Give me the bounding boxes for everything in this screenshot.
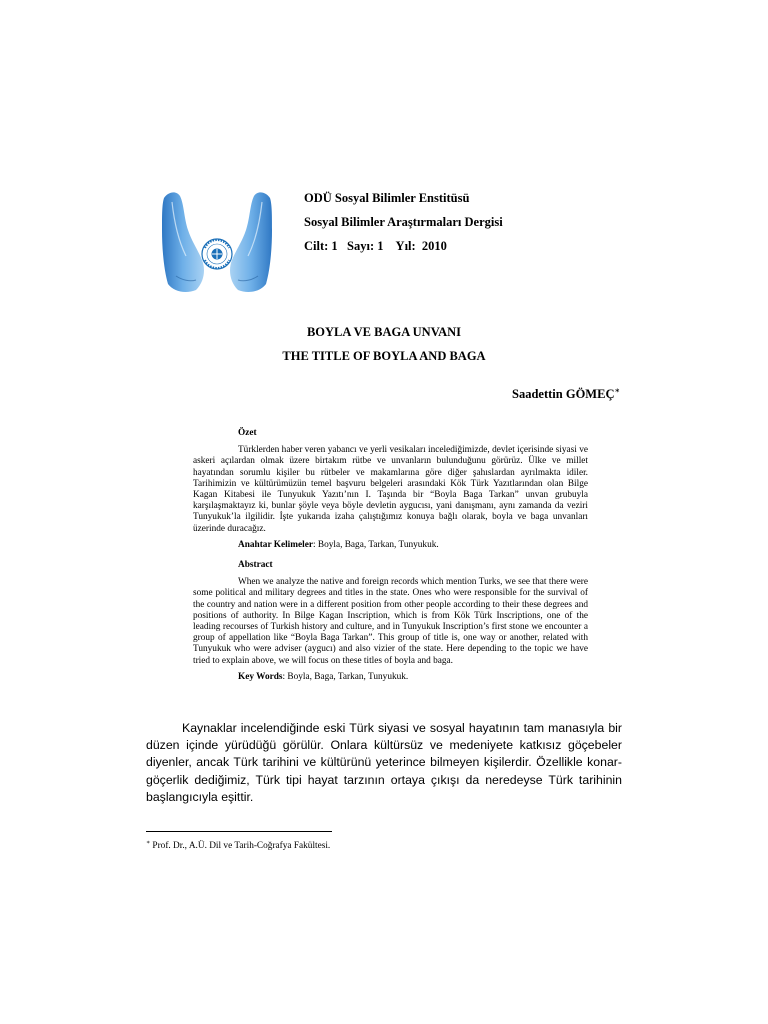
issue-info: Cilt: 1 Sayı: 1 Yıl: 2010	[304, 239, 447, 253]
article-title	[0, 320, 768, 368]
abstract-heading: Abstract	[238, 560, 273, 571]
author-footnote-mark: ∗	[614, 386, 620, 395]
footnote-divider	[146, 831, 332, 832]
ozet-keywords-label: Anahtar Kelimeler	[238, 539, 313, 550]
institute-name: ODÜ Sosyal Bilimler Enstitüsü	[304, 191, 470, 205]
footnote	[146, 839, 330, 851]
abstracts	[193, 428, 588, 692]
abstract-text: When we analyze the native and foreign records which mention Turks, we see that there were some political and military degrees and titles in the state. Ones who were responsible for the survival of the country and nation were in a different position from other people according to their these degrees and positions of authority. In Bilge Kagan Inscription, which is from Kök Türk Inscriptions, one of the leading recourses of Turkish history and culture, and in Tunyukuk Inscription’s first stone we encounter a group of appellation like “Boyla Baga Tarkan”. This group of title is, one way or another, related with Tunyukuk who were adviser (aygucı) and also vizier of the state. Here depending to the topic we have tried to explain above, we will focus on these titles of boyla and baga.	[193, 577, 588, 666]
abstract-keywords-label: Key Words	[238, 671, 283, 682]
author-name: Saadettin GÖMEÇ	[512, 387, 615, 402]
title-english: THE TITLE OF BOYLA AND BAGA	[282, 349, 486, 363]
university-logo	[162, 190, 272, 294]
right-hand-icon	[230, 192, 272, 292]
title-turkish: BOYLA VE BAGA UNVANI	[306, 325, 462, 339]
abstract-keywords	[193, 672, 588, 683]
ozet-keywords-value: : Boyla, Baga, Tarkan, Tunyukuk.	[312, 539, 439, 550]
body-paragraph: Kaynaklar incelendiğinde eski Türk siyasi ve sosyal hayatının tam manasıyla bir düzen içinde yürüdüğü görülür. Onlara kültürsüz ve medeniyete katkısız göçebeler diyenler, ancak Türk tarihini ve kültürünü yeterince bilmeyen kişilerdir. Özellikle konar-göçerlik dediğimiz, Türk tipi hayat tarzının ortaya çıkışı da neredeyse Türk tarihinin başlangıcıyla eşittir.	[146, 721, 622, 804]
journal-header	[304, 186, 503, 258]
left-hand-icon	[162, 192, 204, 292]
university-emblem-icon	[202, 239, 232, 269]
journal-name: Sosyal Bilimler Araştırmaları Dergisi	[304, 215, 503, 229]
author	[512, 385, 620, 402]
footnote-text: Prof. Dr., A.Ü. Dil ve Tarih-Coğrafya Fakültesi.	[150, 841, 331, 852]
abstract-keywords-value: : Boyla, Baga, Tarkan, Tunyukuk.	[282, 671, 409, 682]
ozet-text: Türklerden haber veren yabancı ve yerli vesikaları incelediğimizde, devlet içerisinde siyasi ve askeri açılardan olmak üzere birtakım rütbe ve unvanların bulunduğunu görürüz. Ülke ve millet hayatından sorumlu kişiler bu rütbeler ve makamlarına göre diğer şahıslardan ayrılmakta idiler. Tarihimizin ve kültürümüzün temel başvuru belgeleri arasındaki Kök Türk Yazıtlarından olan Bilge Kagan Kitabesi ile Tunyukuk Yazıtı’nın I. Taşında bir “Boyla Baga Tarkan” unvan grubuyla karşılaşmaktayız ki, bunlar şöyle veya böyle devletin aygucısı, yani danışmanı, aynı zamanda da veziri Tunyukuk’la ilgilidir. İşte yukarıda izaha çalıştığımız konuya bağlı olarak, boyla ve baga unvanları üzerinde duracağız.	[193, 445, 588, 534]
ozet-keywords	[193, 540, 588, 551]
footnote-mark: ∗	[146, 840, 151, 846]
ozet-heading: Özet	[238, 428, 257, 438]
